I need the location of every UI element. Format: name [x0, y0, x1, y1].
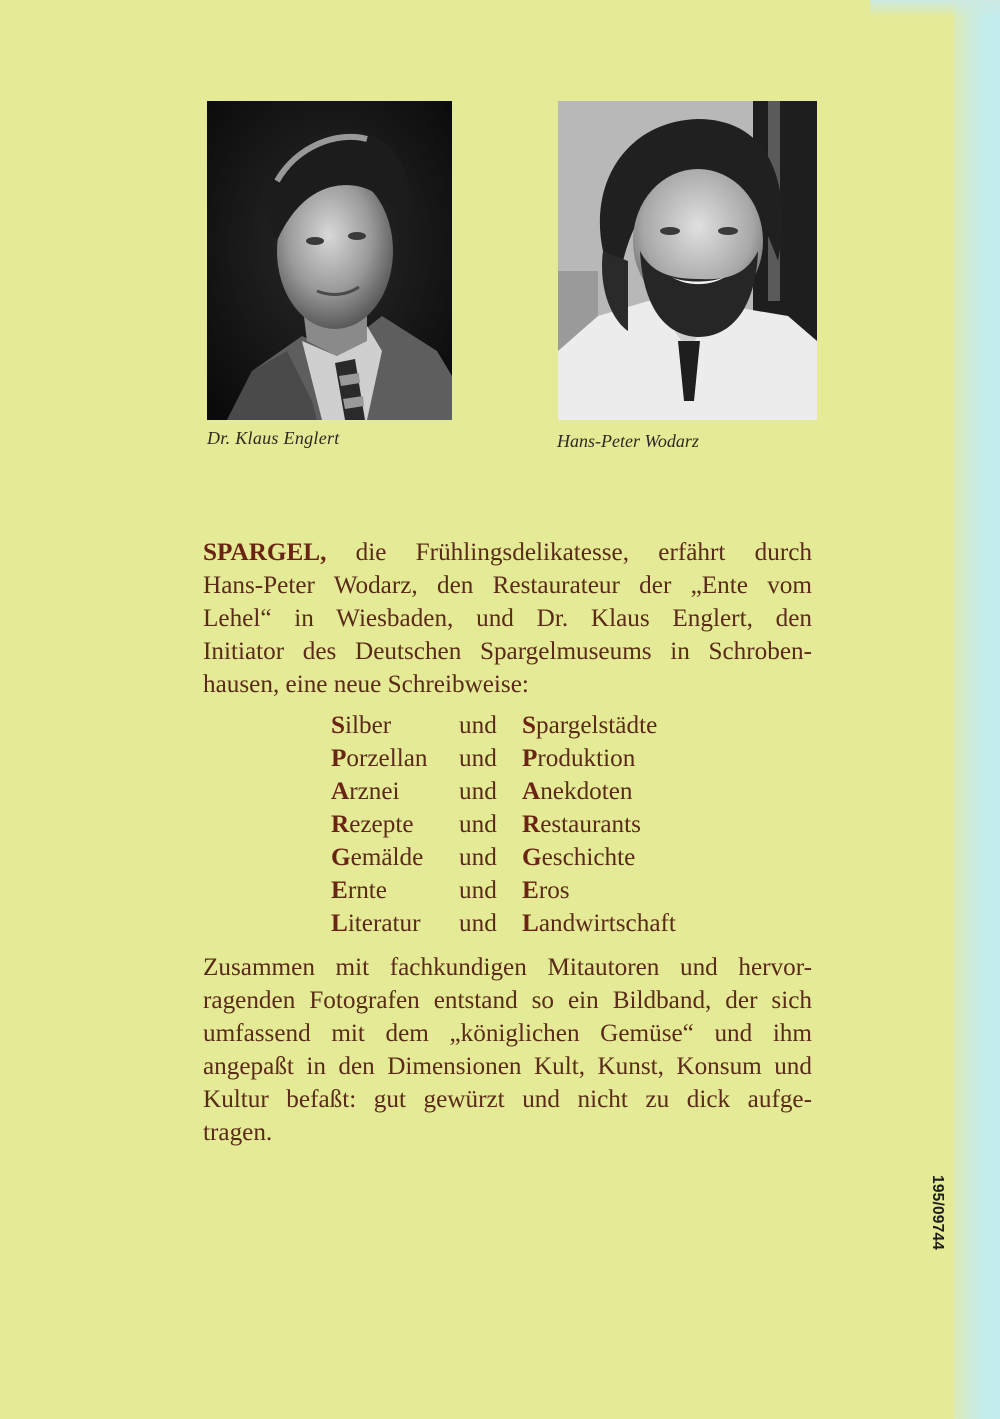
acrostic-row: [331, 709, 676, 742]
acrostic-initial: E: [522, 877, 539, 904]
text-line: Kultur befaßt: gut gewürzt und nicht zu dick aufge-: [203, 1086, 812, 1113]
acrostic-word-rest: andwirtschaft: [538, 910, 676, 937]
page-edge-top: [870, 0, 1000, 18]
acrostic-word-rest: ros: [538, 877, 570, 904]
acrostic-left-word: [331, 742, 459, 775]
portrait-photo-icon: [207, 101, 452, 420]
page-edge-strip: [954, 0, 1000, 1419]
acrostic-word-rest: emälde: [350, 844, 424, 871]
text-line: Lehel“ in Wiesbaden, und Dr. Klaus Englert, den: [203, 605, 812, 632]
acrostic-left-word: [331, 907, 459, 940]
acrostic-initial: R: [331, 811, 350, 838]
acrostic-connector: und: [459, 712, 497, 739]
acrostic-row: [331, 808, 676, 841]
acrostic-initial: L: [331, 910, 348, 937]
portrait-photo-klaus-englert: [207, 101, 452, 420]
acrostic-left-word: [331, 808, 459, 841]
acrostic-initial: A: [522, 778, 541, 805]
acrostic-word-rest: orzellan: [346, 745, 428, 772]
acrostic-word-rest: ilber: [345, 712, 392, 739]
acrostic-connector: und: [459, 745, 497, 772]
acrostic-row: [331, 841, 676, 874]
acrostic-right-word: [522, 775, 633, 808]
acrostic-right-word: [522, 841, 635, 874]
acrostic-word-rest: rznei: [349, 778, 400, 805]
acrostic-word-rest: rnte: [347, 877, 387, 904]
text-line: Initiator des Deutschen Spargelmuseums in Schroben-: [203, 638, 812, 665]
acrostic-left-word: [331, 709, 459, 742]
acrostic-connector: und: [459, 910, 497, 937]
acrostic-left-word: [331, 841, 459, 874]
acrostic-initial: G: [522, 844, 542, 871]
outro-paragraph: [203, 951, 812, 1149]
acrostic-initial: E: [331, 877, 348, 904]
acrostic-row: [331, 775, 676, 808]
text-line: ragenden Fotografen entstand so ein Bildband, der sich: [203, 987, 812, 1014]
acrostic-word-rest: pargelstädte: [536, 712, 658, 739]
text-line: tragen.: [203, 1119, 273, 1146]
acrostic-connector: und: [459, 877, 497, 904]
acrostic-connector: und: [459, 844, 497, 871]
acrostic-row: [331, 907, 676, 940]
acrostic-connector: und: [459, 778, 497, 805]
acrostic-initial: P: [522, 745, 538, 772]
acrostic-left-word: [331, 874, 459, 907]
acrostic-initial: G: [331, 844, 351, 871]
acrostic-right-word: [522, 709, 657, 742]
photo-caption: Dr. Klaus Englert: [207, 428, 340, 448]
lead-word: SPARGEL,: [203, 539, 327, 566]
acrostic-right-word: [522, 907, 676, 940]
acrostic-word-rest: roduktion: [537, 745, 636, 772]
acrostic-right-word: [522, 874, 570, 907]
text-line: Hans-Peter Wodarz, den Restaurateur der „Ente vom: [203, 572, 812, 599]
acrostic-initial: S: [522, 712, 537, 739]
acrostic-word-rest: estaurants: [540, 811, 641, 838]
acrostic-connector: und: [459, 811, 497, 838]
order-code: 195/09744: [929, 1175, 946, 1251]
acrostic-initial: L: [522, 910, 539, 937]
text-line: [203, 536, 812, 569]
acrostic-word-rest: nekdoten: [540, 778, 633, 805]
text-line: angepaßt in den Dimensionen Kult, Kunst, Konsum und: [203, 1053, 812, 1080]
portrait-photo-icon: [558, 101, 817, 420]
intro-paragraph: [203, 536, 812, 701]
acrostic-left-word: [331, 775, 459, 808]
photo-caption: Hans-Peter Wodarz: [557, 431, 699, 451]
text-line: umfassend mit dem „königlichen Gemüse“ und ihm: [203, 1020, 812, 1047]
acrostic-initial: S: [331, 712, 346, 739]
acrostic-word-rest: ezepte: [349, 811, 414, 838]
acrostic-row: [331, 874, 676, 907]
text-fragment: die Frühlingsdelikatesse, erfährt durch: [326, 539, 812, 566]
text-line: hausen, eine neue Schreibweise:: [203, 671, 529, 698]
acrostic-initial: R: [522, 811, 541, 838]
acrostic-right-word: [522, 808, 641, 841]
acrostic-word-rest: iteratur: [347, 910, 421, 937]
acrostic-initial: P: [331, 745, 347, 772]
acrostic-initial: A: [331, 778, 350, 805]
acrostic-row: [331, 742, 676, 775]
acrostic-word-rest: eschichte: [541, 844, 636, 871]
acrostic-list: [331, 709, 676, 940]
text-line: Zusammen mit fachkundigen Mitautoren und hervor-: [203, 954, 812, 981]
portrait-photo-hans-peter-wodarz: [558, 101, 817, 420]
acrostic-right-word: [522, 742, 635, 775]
